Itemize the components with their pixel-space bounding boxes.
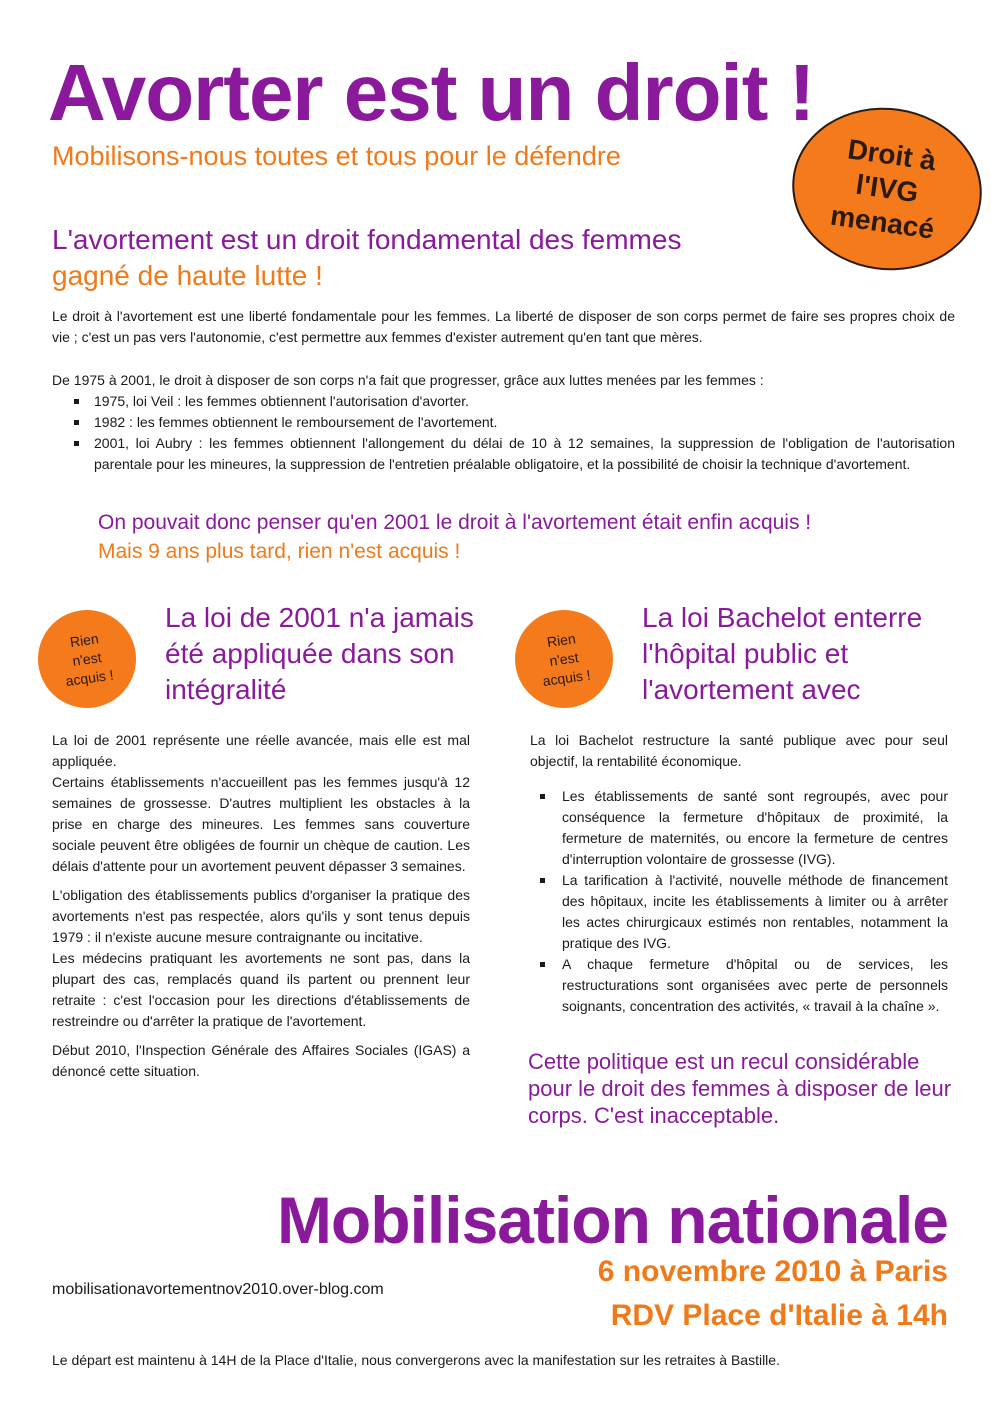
badge-right	[515, 610, 613, 708]
left-paragraph: Début 2010, l'Inspection Générale des Affaires Sociales (IGAS) a dénoncé cette situation.	[52, 1042, 470, 1079]
left-paragraph: L'obligation des établissements publics d'organiser la pratique des avortements n'est pas respectée, alors qu'ils y sont tenus depuis 1979 : il n'existe aucune mesure contraignante ou incitative.	[52, 887, 470, 945]
intro-heading: L'avortement est un droit fondamental des femmes gagné de haute lutte !	[52, 224, 682, 291]
list-item: 2001, loi Aubry : les femmes obtiennent l'allongement du délai de 10 à 12 semaines, la suppression de l'obligation de l'autorisation parentale pour les mineures, la suppression de l'entretien préalable obligatoire, et la possibilité de choisir la technique d'avortement.	[94, 433, 955, 475]
page-subtitle: Mobilisons-nous toutes et tous pour le défendre	[52, 141, 621, 171]
list-item: La tarification à l'activité, nouvelle méthode de financement des hôpitaux, incite les établissements à limiter ou à arrêter les actes chirurgicaux estimés non rentables, notamment la pratique des IVG.	[562, 870, 948, 954]
badge-text: Rien n'est acquis !	[541, 629, 592, 689]
event-date: 6 novembre 2010 à Paris	[597, 1255, 948, 1288]
blog-link[interactable]: mobilisationavortementnov2010.over-blog.com	[52, 1281, 384, 1298]
left-column	[52, 730, 470, 1090]
list-item: 1975, loi Veil : les femmes obtiennent l'autorisation d'avorter.	[94, 391, 955, 412]
right-list	[530, 786, 948, 1017]
footer-note: Le départ est maintenu à 14H de la Place d'Italie, nous convergerons avec la manifestation sur les retraites à Bastille.	[52, 1352, 780, 1368]
list-item: 1982 : les femmes obtiennent le remboursement de l'avortement.	[94, 412, 955, 433]
left-paragraph: La loi de 2001 représente une réelle avancée, mais elle est mal appliquée.	[52, 732, 470, 769]
right-column	[530, 730, 948, 1017]
intro-paragraph: Le droit à l'avortement est une liberté fondamentale pour les femmes. La liberté de disposer de son corps permet de faire ses propres choix de vie ; c'est un pas vers l'autonomie, c'est permettre aux femmes d'exister autrement qu'en tant que mères.	[52, 308, 955, 345]
intro-callout: On pouvait donc penser qu'en 2001 le droit à l'avortement était enfin acquis ! Mais 9 ans plus tard, rien n'est acquis !	[98, 511, 812, 563]
list-item: A chaque fermeture d'hôpital ou de services, les restructurations sont organisées avec perte de personnels soignants, concentration des activités, « travail à la chaîne ».	[562, 954, 948, 1017]
list-item: Les établissements de santé sont regroupés, avec pour conséquence la fermeture d'hôpitaux de proximité, la fermeture de maternités, ou encore la fermeture de centres d'interruption volontaire de grossesse (IVG).	[562, 786, 948, 870]
page-title: Avorter est un droit !	[48, 48, 815, 137]
event-title: Mobilisation nationale	[276, 1183, 948, 1257]
left-section-title: La loi de 2001 n'a jamais été appliquée dans son intégralité	[165, 602, 474, 705]
left-paragraph: Les médecins pratiquant les avortements ne sont pas, dans la plupart des cas, remplacés quand ils partent ou prennent leur retraite : c'est l'occasion pour les directions d'établissements de restreindre ou d'arrêter la pratique de l'avortement.	[52, 950, 470, 1029]
right-section-title: La loi Bachelot enterre l'hôpital public et l'avortement avec	[642, 602, 923, 705]
badge-text: Rien n'est acquis !	[64, 629, 115, 689]
history-paragraph: De 1975 à 2001, le droit à disposer de son corps n'a fait que progresser, grâce aux luttes menées par les femmes :	[52, 372, 764, 388]
right-paragraph: La loi Bachelot restructure la santé publique avec pour seul objectif, la rentabilité économique.	[530, 732, 948, 769]
history-list	[52, 391, 955, 475]
event-details	[500, 1250, 948, 1338]
event-meeting: RDV Place d'Italie à 14h	[610, 1299, 948, 1332]
stamp-text: Droit à l'IVG menacé	[828, 133, 938, 245]
right-callout: Cette politique est un recul considérable pour le droit des femmes à disposer de leur corps. C'est inacceptable.	[528, 1049, 952, 1128]
badge-left	[38, 610, 136, 708]
left-paragraph: Certains établissements n'accueillent pas les femmes jusqu'à 12 semaines de grossesse. D'autres multiplient les obstacles à la prise en charge des mineures. Les femmes sans couverture sociale peuvent être obligées de fournir un chèque de caution. Les délais d'attente pour un avortement peuvent dépasser 3 semaines.	[52, 774, 470, 874]
